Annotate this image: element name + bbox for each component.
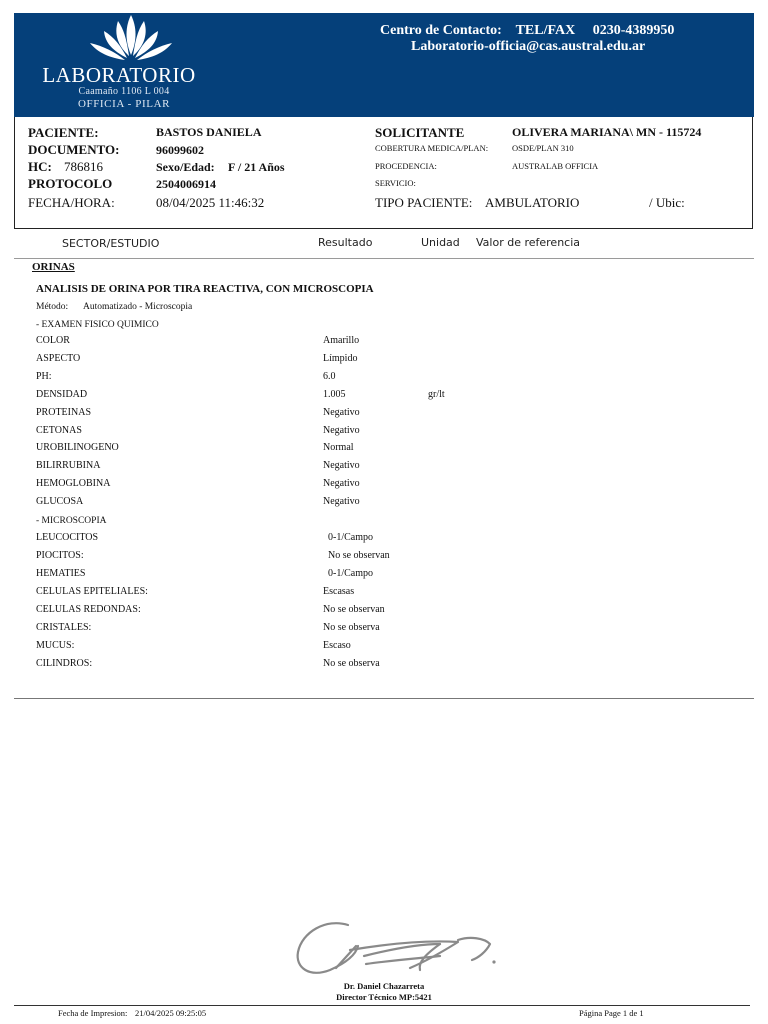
result-label: BILIRRUBINA	[36, 460, 101, 472]
procedencia-value: AUSTRALAB OFFICIA	[512, 161, 599, 171]
result-value: Negativo	[323, 478, 360, 490]
footer-divider	[14, 1005, 750, 1006]
result-label: PH:	[36, 370, 52, 382]
protocolo-label: PROTOCOLO	[28, 176, 113, 191]
result-label: CELULAS EPITELIALES:	[36, 586, 148, 597]
result-value: 0-1/Campo	[328, 568, 373, 579]
tipo-paciente-value: AMBULATORIO	[485, 195, 580, 210]
result-label: ASPECTO	[36, 352, 81, 364]
solicitante-value: OLIVERA MARIANA\ MN - 115724	[512, 125, 702, 139]
result-label: GLUCOSA	[36, 496, 84, 508]
result-value: Escasas	[323, 586, 355, 597]
cobertura-value: OSDE/PLAN 310	[512, 143, 574, 153]
col-valor-referencia: Valor de referencia	[476, 236, 581, 249]
page-number: Página Page 1 de 1	[579, 1008, 644, 1018]
result-label: MUCUS:	[36, 640, 75, 651]
result-label: LEUCOCITOS	[36, 532, 99, 543]
col-sector-estudio: SECTOR/ESTUDIO	[62, 237, 160, 250]
header-divider	[14, 258, 754, 259]
cobertura-label: COBERTURA MEDICA/PLAN:	[375, 143, 489, 153]
fecha-label: FECHA/HORA:	[28, 195, 115, 210]
lab-branch: OFFICIA - PILAR	[77, 98, 171, 110]
signature-icon	[290, 916, 510, 980]
result-value: Normal	[323, 442, 354, 454]
signer-title: Director Técnico MP:5421	[336, 992, 432, 1002]
result-value: No se observa	[323, 658, 380, 669]
lab-address: Caamaño 1106 L 004	[78, 86, 170, 97]
hc-value: 786816	[64, 159, 103, 174]
lab-name: LABORATORIO	[42, 63, 196, 87]
result-value: 6.0	[323, 370, 336, 382]
protocolo-value: 2504006914	[156, 177, 216, 191]
col-unidad: Unidad	[421, 236, 460, 249]
fecha-value: 08/04/2025 11:46:32	[156, 195, 265, 210]
documento-value: 96099602	[156, 143, 204, 157]
result-label: COLOR	[36, 335, 70, 346]
result-value: 1.005	[323, 388, 346, 400]
result-value: Límpido	[323, 352, 358, 364]
result-label: UROBILINOGENO	[36, 442, 119, 454]
lab-header-band	[14, 13, 754, 117]
result-label: PROTEINAS	[36, 406, 92, 418]
metodo-label: Método:	[36, 302, 69, 312]
group-microscopia: - MICROSCOPIA	[36, 516, 107, 526]
result-value: No se observan	[328, 550, 390, 561]
section-title: ORINAS	[32, 261, 75, 273]
metodo-value: Automatizado - Microscopia	[83, 302, 193, 312]
result-label: CELULAS REDONDAS:	[36, 604, 141, 615]
group-fisico-quimico: - EXAMEN FISICO QUIMICO	[36, 320, 159, 330]
result-value: Negativo	[323, 496, 360, 508]
solicitante-label: SOLICITANTE	[375, 125, 465, 140]
result-label: DENSIDAD	[36, 388, 88, 400]
result-value: No se observan	[323, 604, 385, 615]
result-label: CILINDROS:	[36, 658, 93, 669]
result-value: Negativo	[323, 460, 360, 472]
print-date-value: 21/04/2025 09:25:05	[135, 1008, 207, 1018]
print-date-label: Fecha de Impresion:	[58, 1008, 128, 1018]
procedencia-label: PROCEDENCIA:	[375, 161, 437, 171]
result-value: Negativo	[323, 406, 360, 418]
contact-phone: Centro de Contacto: TEL/FAX 0230-4389950	[380, 23, 675, 38]
result-label: HEMOGLOBINA	[36, 478, 111, 490]
result-label: PIOCITOS:	[36, 550, 84, 561]
result-label: HEMATIES	[36, 568, 86, 579]
ubic-label: / Ubic:	[649, 195, 685, 210]
result-value: Negativo	[323, 424, 360, 436]
study-title: ANALISIS DE ORINA POR TIRA REACTIVA, CON MICROSCOPIA	[36, 283, 374, 295]
result-label: CETONAS	[36, 424, 82, 436]
paciente-value: BASTOS DANIELA	[156, 125, 262, 139]
result-value: No se observa	[323, 622, 380, 633]
paciente-label: PACIENTE:	[28, 125, 99, 140]
documento-label: DOCUMENTO:	[28, 142, 120, 157]
result-label: CRISTALES:	[36, 622, 92, 633]
lotus-logo-icon	[76, 13, 186, 65]
result-unit: gr/lt	[428, 388, 445, 400]
contact-email[interactable]: Laboratorio-officia@cas.austral.edu.ar	[411, 39, 646, 54]
results-end-divider	[14, 698, 754, 699]
result-value: Escaso	[323, 640, 351, 651]
servicio-label: SERVICIO:	[375, 178, 416, 188]
col-resultado: Resultado	[318, 236, 373, 249]
result-value: 0-1/Campo	[328, 532, 373, 543]
tipo-paciente-label: TIPO PACIENTE:	[375, 195, 473, 210]
sexo-label: Sexo/Edad:	[156, 160, 215, 174]
hc-label: HC:	[28, 159, 52, 174]
signer-name: Dr. Daniel Chazarreta	[343, 981, 425, 991]
sexo-value: F / 21 Años	[228, 160, 285, 174]
result-value: Amarillo	[323, 335, 360, 346]
